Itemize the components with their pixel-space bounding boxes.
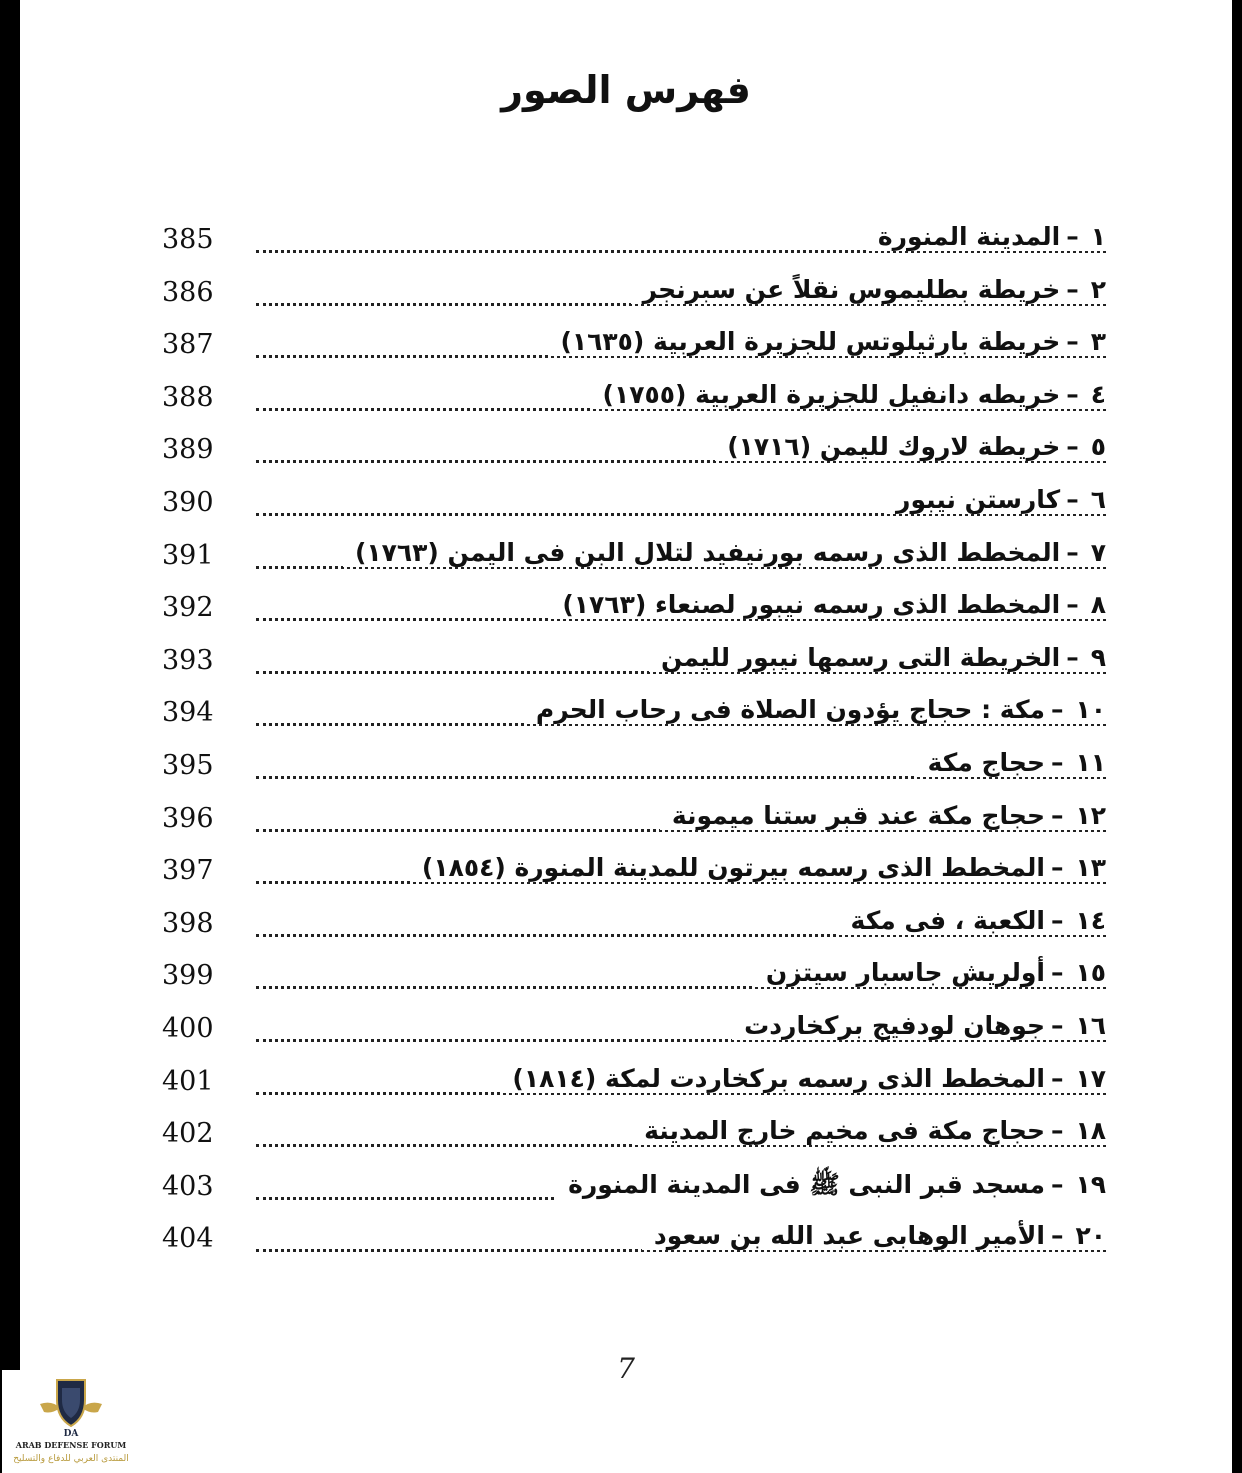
entry-number: ١٦ bbox=[1075, 1010, 1106, 1040]
entry-title: خريطة بطليموس نقلاً عن سبرنجر bbox=[642, 274, 1061, 304]
entry-separator: – bbox=[1066, 327, 1079, 357]
entry-number: ١٩ bbox=[1075, 1169, 1106, 1199]
shield-wings-icon bbox=[38, 1374, 104, 1438]
entry-title: الكعبة ، فى مكة bbox=[850, 905, 1045, 935]
watermark-logo bbox=[2, 1370, 140, 1473]
entry-page-number: 396 bbox=[162, 802, 214, 834]
entry-number: ٥ bbox=[1090, 432, 1106, 462]
entry-title: المخطط الذى رسمه بورنيفيد لتلال البن فى اليمن (١٧٦٣) bbox=[354, 537, 1061, 567]
entry-separator: – bbox=[1050, 853, 1064, 883]
entry-page-number: 393 bbox=[162, 644, 214, 676]
entry-caption bbox=[410, 853, 1106, 882]
entry-caption bbox=[660, 801, 1106, 830]
entry-title: الأمير الوهابى عبد الله بن سعود bbox=[653, 1221, 1045, 1251]
index-entry bbox=[162, 689, 1106, 742]
entry-caption bbox=[732, 1011, 1106, 1040]
watermark-name: ARAB DEFENSE FORUM bbox=[15, 1440, 127, 1450]
entry-caption bbox=[839, 906, 1106, 935]
entry-page-number: 391 bbox=[162, 539, 214, 571]
entry-title: المخطط الذى رسمه نيبور لصنعاء (١٧٦٣) bbox=[562, 590, 1061, 620]
entry-page-number: 395 bbox=[162, 749, 214, 781]
entry-separator: – bbox=[1050, 1063, 1064, 1093]
entry-page-number: 394 bbox=[162, 697, 214, 729]
entry-number: ١٤ bbox=[1075, 905, 1106, 935]
index-entry bbox=[162, 1058, 1106, 1111]
entry-caption bbox=[591, 380, 1107, 409]
index-entry bbox=[162, 847, 1106, 900]
entry-separator: – bbox=[1050, 905, 1064, 935]
entry-caption bbox=[500, 1064, 1106, 1093]
entry-number: ٤ bbox=[1090, 379, 1106, 409]
entry-caption bbox=[548, 327, 1106, 356]
document-page bbox=[20, 0, 1232, 1473]
index-entry bbox=[162, 584, 1106, 637]
index-entry bbox=[162, 742, 1106, 795]
entry-number: ١٥ bbox=[1075, 958, 1106, 988]
entry-caption bbox=[524, 695, 1106, 724]
entry-number: ١٣ bbox=[1075, 853, 1106, 883]
entry-separator: – bbox=[1066, 274, 1079, 304]
entry-caption bbox=[754, 958, 1106, 987]
entry-page-number: 403 bbox=[162, 1170, 214, 1202]
entry-number: ٢٠ bbox=[1075, 1221, 1106, 1251]
entry-caption bbox=[632, 1116, 1106, 1145]
entry-separator: – bbox=[1050, 1221, 1064, 1251]
entry-caption bbox=[343, 538, 1106, 567]
entry-page-number: 404 bbox=[162, 1223, 214, 1255]
index-entry bbox=[162, 374, 1106, 427]
entry-separator: – bbox=[1066, 642, 1079, 672]
entry-number: ١٢ bbox=[1075, 800, 1106, 830]
entry-number: ١ bbox=[1090, 222, 1106, 251]
index-entry bbox=[162, 637, 1106, 690]
entry-title: أولريش جاسبار سيتزن bbox=[765, 958, 1045, 988]
entry-caption bbox=[866, 222, 1106, 251]
index-entry bbox=[162, 321, 1106, 374]
entry-number: ١٧ bbox=[1075, 1063, 1106, 1093]
entry-page-number: 389 bbox=[162, 434, 214, 466]
entry-caption bbox=[631, 275, 1106, 304]
index-entry bbox=[162, 900, 1106, 953]
entry-title: المخطط الذى رسمه بركخاردت لمكة (١٨١٤) bbox=[512, 1063, 1045, 1093]
entry-page-number: 398 bbox=[162, 907, 214, 939]
entry-caption bbox=[649, 643, 1106, 672]
entry-title: حجاج مكة عند قبر ستنا ميمونة bbox=[671, 800, 1045, 830]
entry-page-number: 385 bbox=[162, 224, 214, 255]
index-entry bbox=[162, 1215, 1106, 1268]
entry-page-number: 390 bbox=[162, 486, 214, 518]
entry-page-number: 386 bbox=[162, 276, 214, 308]
entry-title: خريطه دانفيل للجزيرة العربية (١٧٥٥) bbox=[602, 379, 1061, 409]
entry-caption bbox=[884, 485, 1106, 514]
entry-caption bbox=[556, 1169, 1106, 1206]
entry-page-number: 402 bbox=[162, 1118, 214, 1150]
index-entry bbox=[162, 952, 1106, 1005]
entry-page-number: 399 bbox=[162, 960, 214, 992]
watermark-arabic-name: المنتدى العربي للدفاع والتسليح bbox=[13, 1454, 129, 1464]
entry-page-number: 388 bbox=[162, 381, 214, 413]
index-entry bbox=[162, 1163, 1106, 1216]
entry-separator: – bbox=[1066, 484, 1079, 514]
entry-title: جوهان لودفيج بركخاردت bbox=[744, 1010, 1045, 1040]
index-entry bbox=[162, 532, 1106, 585]
entry-separator: – bbox=[1066, 222, 1079, 251]
entry-separator: – bbox=[1050, 1116, 1064, 1146]
entry-number: ١٨ bbox=[1075, 1116, 1106, 1146]
entry-number: ٢ bbox=[1090, 274, 1106, 304]
entry-title: المخطط الذى رسمه بيرتون للمدينة المنورة (١٨٥٤) bbox=[421, 853, 1045, 883]
entry-title: مسجد قبر النبى ﷺ فى المدينة المنورة bbox=[568, 1169, 1045, 1199]
entry-page-number: 392 bbox=[162, 592, 214, 624]
entry-separator: – bbox=[1066, 590, 1079, 620]
entry-title: خريطة بارثيلوتس للجزيرة العربية (١٦٣٥) bbox=[560, 327, 1061, 357]
entry-title: حجاج مكة فى مخيم خارج المدينة bbox=[644, 1116, 1045, 1146]
entry-separator: – bbox=[1050, 1010, 1064, 1040]
entry-caption bbox=[715, 432, 1106, 461]
index-entry bbox=[162, 1005, 1106, 1058]
entry-caption bbox=[550, 590, 1106, 619]
entry-separator: – bbox=[1066, 537, 1079, 567]
index-entry bbox=[162, 216, 1106, 269]
index-entry bbox=[162, 269, 1106, 322]
entry-title: مكة : حجاج يؤدون الصلاة فى رحاب الحرم bbox=[535, 695, 1045, 725]
page-number: 7 bbox=[617, 1352, 635, 1385]
entry-number: ١١ bbox=[1075, 747, 1106, 777]
entry-separator: – bbox=[1050, 747, 1064, 777]
entry-page-number: 400 bbox=[162, 1012, 214, 1044]
index-entry bbox=[162, 479, 1106, 532]
page-title: فهرس الصور bbox=[501, 68, 751, 112]
index-entry bbox=[162, 795, 1106, 848]
entry-number: ٧ bbox=[1090, 537, 1106, 567]
entry-separator: – bbox=[1050, 695, 1064, 725]
entry-title: خريطة لاروك لليمن (١٧١٦) bbox=[727, 432, 1061, 462]
entry-separator: – bbox=[1050, 958, 1064, 988]
entry-title: كارستن نيبور bbox=[896, 484, 1061, 514]
entry-caption bbox=[916, 748, 1106, 777]
entry-page-number: 401 bbox=[162, 1065, 214, 1097]
entry-caption bbox=[642, 1221, 1106, 1250]
entry-number: ٣ bbox=[1090, 327, 1106, 357]
entry-page-number: 397 bbox=[162, 855, 214, 887]
entry-title: المدينة المنورة bbox=[877, 222, 1061, 251]
entry-title: الخريطة التى رسمها نيبور لليمن bbox=[660, 642, 1061, 672]
entry-separator: – bbox=[1050, 1169, 1064, 1199]
index-entry bbox=[162, 1110, 1106, 1163]
entry-number: ١٠ bbox=[1075, 695, 1106, 725]
svg-text:DA: DA bbox=[63, 1429, 79, 1438]
entry-separator: – bbox=[1066, 379, 1079, 409]
entry-separator: – bbox=[1050, 800, 1064, 830]
entry-number: ٩ bbox=[1090, 642, 1106, 672]
entry-separator: – bbox=[1066, 432, 1079, 462]
figures-index-list bbox=[162, 216, 1106, 1268]
index-entry bbox=[162, 426, 1106, 479]
entry-title: حجاج مكة bbox=[927, 747, 1045, 777]
entry-number: ٨ bbox=[1090, 590, 1106, 620]
entry-page-number: 387 bbox=[162, 329, 214, 361]
entry-number: ٦ bbox=[1090, 484, 1106, 514]
